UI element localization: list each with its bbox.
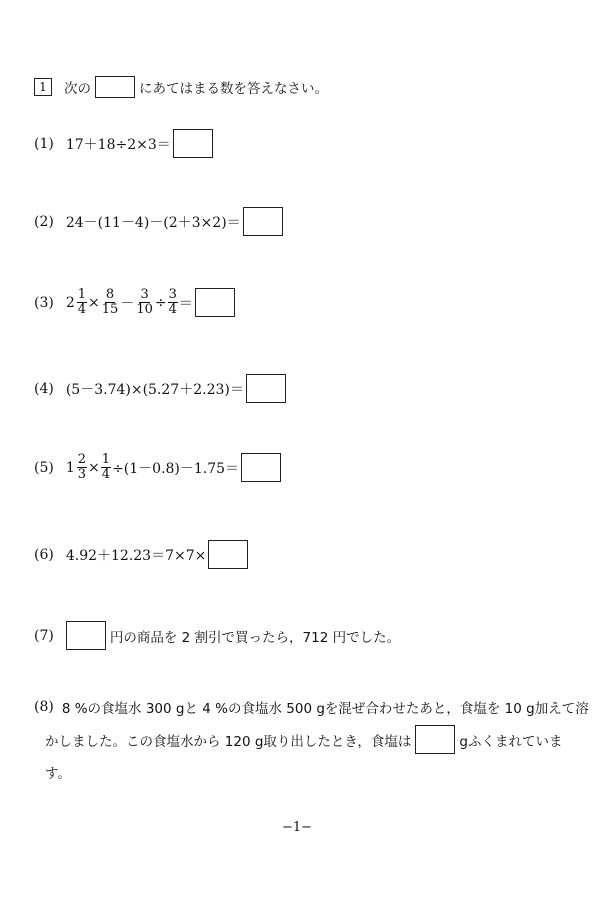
problem-label: (2) [34, 213, 54, 230]
problem-label: (3) [34, 294, 54, 311]
problem-8-line-2 [45, 725, 574, 754]
problem-expression-rest: ÷(1－0.8)－1.75＝ [112, 460, 240, 477]
problem-8-line-1 [34, 697, 589, 717]
mixed-whole: 1 [65, 459, 75, 476]
problem-text: 8 %の食塩水 300 gと 4 %の食塩水 500 gを混ぜ合わせたあと，食塩を 10 g加えて溶 [61, 701, 589, 717]
page-number: −1− [282, 820, 313, 835]
answer-box-5[interactable] [241, 453, 281, 482]
problem-text: gふくまれていま [459, 733, 563, 750]
instruction-line [34, 76, 328, 98]
section-number-box: 1 [34, 78, 52, 96]
problem-1 [34, 129, 213, 158]
problem-5 [34, 453, 281, 483]
operator: × [88, 459, 100, 476]
problem-7 [34, 621, 400, 650]
problem-8-line-3 [45, 762, 574, 782]
problem-4 [34, 374, 286, 403]
problem-expression: 24－(11－4)－(2＋3×2)＝ [65, 214, 241, 231]
answer-box-7[interactable] [66, 621, 106, 650]
instruction-before: 次の [64, 81, 91, 97]
problem-label: (4) [34, 380, 54, 397]
operator: × [88, 294, 100, 311]
instruction-after: にあてはまる数を答えなさい。 [139, 81, 328, 97]
problem-label: (6) [34, 546, 54, 563]
problem-label: (5) [34, 459, 54, 476]
problem-expression: 4.92＋12.23＝7×7× [65, 547, 207, 564]
answer-box-6[interactable] [208, 540, 248, 569]
fraction: $\frac{3}{10}$ [136, 287, 153, 318]
problem-label: (1) [34, 135, 54, 152]
fraction: $\frac{8}{15}$ [101, 287, 119, 318]
problem-text: す。 [45, 766, 71, 782]
problem-6 [34, 540, 248, 569]
problem-label: (7) [34, 627, 54, 644]
problem-expression: (5－3.74)×(5.27＋2.23)＝ [65, 381, 244, 398]
operator: － [120, 295, 135, 312]
problem-2 [34, 207, 283, 236]
problem-text: 円の商品を 2 割引で買ったら，712 円でした。 [109, 629, 401, 646]
problem-8 [34, 697, 589, 782]
mixed-whole: 2 [65, 294, 75, 311]
operator: ÷ [154, 294, 167, 311]
problem-3 [34, 288, 235, 318]
fraction: $\frac{3}{4}$ [168, 287, 177, 318]
answer-box-3[interactable] [195, 288, 235, 317]
answer-box-1[interactable] [173, 129, 213, 158]
equals: ＝ [178, 295, 193, 312]
fraction: $\frac{1}{4}$ [77, 287, 87, 318]
problem-text: かしました。この食塩水から 120 g取り出したとき，食塩は [45, 733, 412, 750]
problem-expression: 17＋18÷2×3＝ [65, 136, 171, 153]
answer-box-sample [95, 76, 135, 98]
answer-box-4[interactable] [246, 374, 286, 403]
fraction: $\frac{1}{4}$ [101, 452, 111, 483]
fraction: $\frac{2}{3}$ [77, 452, 87, 483]
answer-box-8[interactable] [415, 725, 455, 754]
problem-label: (8) [34, 699, 54, 715]
answer-box-2[interactable] [243, 207, 283, 236]
